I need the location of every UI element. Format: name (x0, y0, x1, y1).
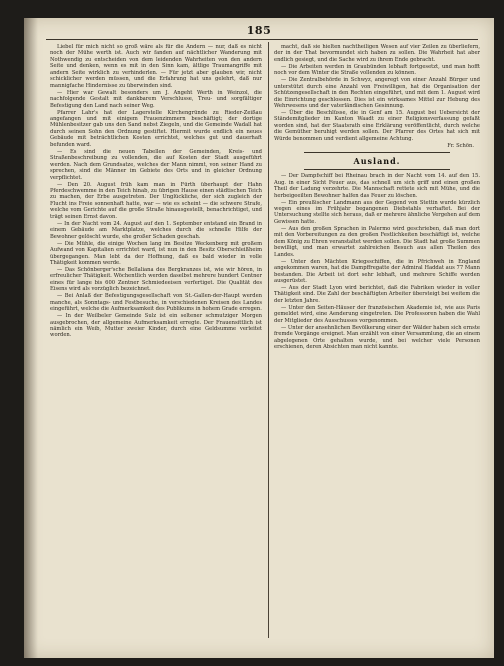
right-column (274, 44, 480, 636)
left-column (50, 44, 262, 636)
right-paragraph: — Unter der ansehnlichen Bevölkerung einer der Wälder haben sich ernste fremde Vorgänge ereignet. Man erzählt von einer Versammlung, die an einem abgelegenen Orte gehalten wurde, und bei welcher viele Personen erschienen, deren Absichten man nicht kannte. (274, 324, 480, 351)
left-paragraph: — In der Nacht vom 24. August auf den 1. September entstand ein Brand in einem Gebäude am Marktplatze, welches durch die schnelle Hilfe der Bewohner gelöscht wurde, ehe großer Schaden geschah. (50, 220, 262, 240)
left-paragraph: — Es sind die neuen Tabellen der Gemeinden, Kreis- und Straßenbeschreibung zu vollenden, die auf Kosten der Stadt ausgeführt werden. Nach dem Grundsatze, welches der Mann nimmt, von seiner Hand zu sprechen, sind die Männer im Gebiete des Orts und in gleicher Ordnung verpflichtet. (50, 148, 262, 181)
left-paragraph: Liebel für mich nicht so groß wäre als für die Andern — nur, daß es nicht noch der Mühe werth ist. Auch wir fanden auf nächtlicher Wanderung mit Nothwendig zu entscheiden von dem leidenden Wahrheiten von den andern Seite und denken, wenn es mit in den Sinn kam, ältlige Traumangriffe mit andern Seite wirklich zu verhinderlen. — Für jetzt aber glauben wir, nicht schicklicher werden müssen, und die Erfahrung hat uns gelehrt, daß nur mannigfache Hindernisse zu überwinden sind. (50, 44, 262, 89)
right-paragraph: — Über die Beschlüsse, die in Genf am 15. August bei Uebersicht der Ständemitglieder im Kanton Waadt zu einer Religionsverfassung gefaßt worden sind, hat der Staatsrath eine Erklärung veröffentlicht, durch welche die Gemüther beruhigt werden sollen. Der Pfarrer des Ortes hat sich mit Würde benommen und verdient allgemeine Achtung. (274, 110, 480, 142)
right-paragraph: — Ein preußischer Landmann aus der Gegend von Stettin wurde kürzlich wegen eines im Frühjahr begangenen Diebstahls verhaftet. Bei der Untersuchung stellte sich heraus, daß er mehrere ähnliche Vergehen auf dem Gewissen hatte. (274, 199, 480, 225)
column-divider (268, 42, 269, 638)
section-rule-bottom (304, 169, 450, 170)
section-rule-top (304, 152, 450, 153)
right-paragraph: — Unter den Mächten Kriegsschiffen, die in Pfrichweh in England angekommen waren, hat die Dampffregatte der Admiral Haddat aus 77 Mann bestanden. Die Arbeit ist dort sehr lebhaft, und mehrere Schiffe werden ausgerüstet. (274, 258, 480, 284)
left-paragraph: — Bei Anlaß der Befestigungsgesellschaft von St.-Gallen-der-Haupt werden manche, als Sonntags- und Festbesuche, in verschiedenen Kreisen des Landes eingeführt, welche die Aufmerksamkeit des Publikums in hohem Grade erregen. (50, 293, 262, 313)
page-number: 185 (246, 24, 272, 37)
right-paragraph: — Die Arbeiten werden in Graubünden lebhaft fortgesetzt, und man hofft noch vor dem Winter die Straße vollenden zu können. (274, 63, 480, 77)
left-paragraph: — Die Mühle, die einige Wochen lang im Besitze Weckenberg mit großem Aufwand von Kapitalien errichtet ward, ist nun in den Besitz Oberschleißheim übergegangen. Man lebt da der Hoffnung, daß es bald wieder in volle Thätigkeit kommen werde. (50, 240, 262, 266)
right-paragraph: — Die Zentralbehörde in Schwyz, angeregt von einer Anzahl Bürger und unterstützt durch eine Anzahl von Freiwilligen, hat die Organisation der Schützengesellschaft in den Rechten eingeführt, und mit dem 1. August wird die Einrichtung geschlossen. Dies ist ein wirksames Mittel zur Hebung des Wehrwesens und der vaterländischen Gesinnung. (274, 77, 480, 110)
right-paragraph: — Aus der Stadt Lyon wird berichtet, daß die Fabriken wieder in voller Thätigkeit sind. Die Zahl der beschäftigten Arbeiter übersteigt bei weitem die der letzten Jahre. (274, 284, 480, 304)
right-paragraph: — Unter den Seiten-Häuser der französischen Akademie ist, wie aus Paris gemeldet wird, eine Aenderung eingetreten. Die Professoren haben die Wahl der Mitglieder des Ausschusses vorgenommen. (274, 304, 480, 324)
left-paragraph: — Hier war Gewalt besonders um J. Angeht Werth in Weinzol, die nachfolgende Gestalt mit dankbarem Verschlusse, Treu- und sorgfältiger Befestigung den Land nach seiner Weg. (50, 89, 262, 109)
article-signature: Fr. Schön. (447, 142, 474, 149)
header-rule (46, 39, 478, 40)
left-paragraph: — Den 20. August früh kam man in Fürth überhaupt der Hahn Pferdeschwemme in den Teich hinab, zu übrigen Hause einen städtischen Teich zu machen, der Erbe ausgetreten. Der Unglückliche, der sich zugleich der Flucht ins Freie sonnenhaft hatte, war — wie es scheint — die schwere Strafe, welche vom Gerichte auf die große Straße hinausgestellt, benachrichtiget, und trägt seinen Ernst davon. (50, 181, 262, 220)
section-heading: Ausland. (353, 156, 401, 167)
newspaper-page (24, 18, 494, 658)
right-paragraph: — Der Dampfschiff bei Rheinau brach in der Nacht vom 14. auf den 15. Aug. in einer Sicht Feuer aus, das schnell um sich griff und einen großen Theil der Ladung verzehrte. Die Mannschaft rettete sich mit Mühe, und die herbeigeeilten Bewohner halfen das Feuer zu löschen. (274, 173, 480, 199)
binding-shadow (24, 18, 38, 658)
right-paragraph: macht, daß sie hielten nachtheiligen Wesen auf vier Zeilen zu überliefern, der in der That bevormundet sich haben zu sollen. Die Wahrheit hat aber endlich gesiegt, und die Sache wird zu ihrem Ende gebracht. (274, 44, 480, 63)
right-paragraph: — Aus den großen Sprachen in Palermo wird geschrieben, daß man dort mit den Vorbereitungen zu den großen Festlichkeiten beschäftigt ist, welche dem König zu Ehren veranstaltet werden sollen. Die Stadt hat große Summen bewilligt, und man erwartet zahlreichen Besuch aus allen Theilen des Landes. (274, 225, 480, 258)
left-paragraph: — In der Weilbeler Gemeinde Sulz ist ein seltener schmutziger Morgen ausgebrochen, der allgemeine Aufmerksamkeit erregte. Der Frauensittlich ist nämlich ein Weib, Mutter zweier Kinder, durch eine Geldsumme verleitet worden. (50, 313, 262, 339)
left-paragraph: — Das Schönberger'sche Bellaliana des Bergkranzes ist, wie wir hören, in erfreulicher Thätigkeit. Wöchentlich werden daselbst mehrere hundert Centner eines für lange bis 600 Zentner Schmiedeeisen verfertiget. Die Qualität des Eisens wird als vorzüglich bezeichnet. (50, 266, 262, 293)
left-paragraph: Pfarrer Lahr's hat der Lagerstelle Kirchengründe zu Rieder-Zeißau angefangen und mit einigem Frauenzimmern beschäftigt; der dortige Mühlenbesitzer gab uns den Sand nebst Ziegeln, und die Gemeinde Wadall hat durch seinen Sohn den Ordnung gestiftet. Hiermit wurde endlich ein neues Gebäude mit beträchtlichen Kosten errichtet, welches gut und dauerhaft befunden ward. (50, 109, 262, 148)
